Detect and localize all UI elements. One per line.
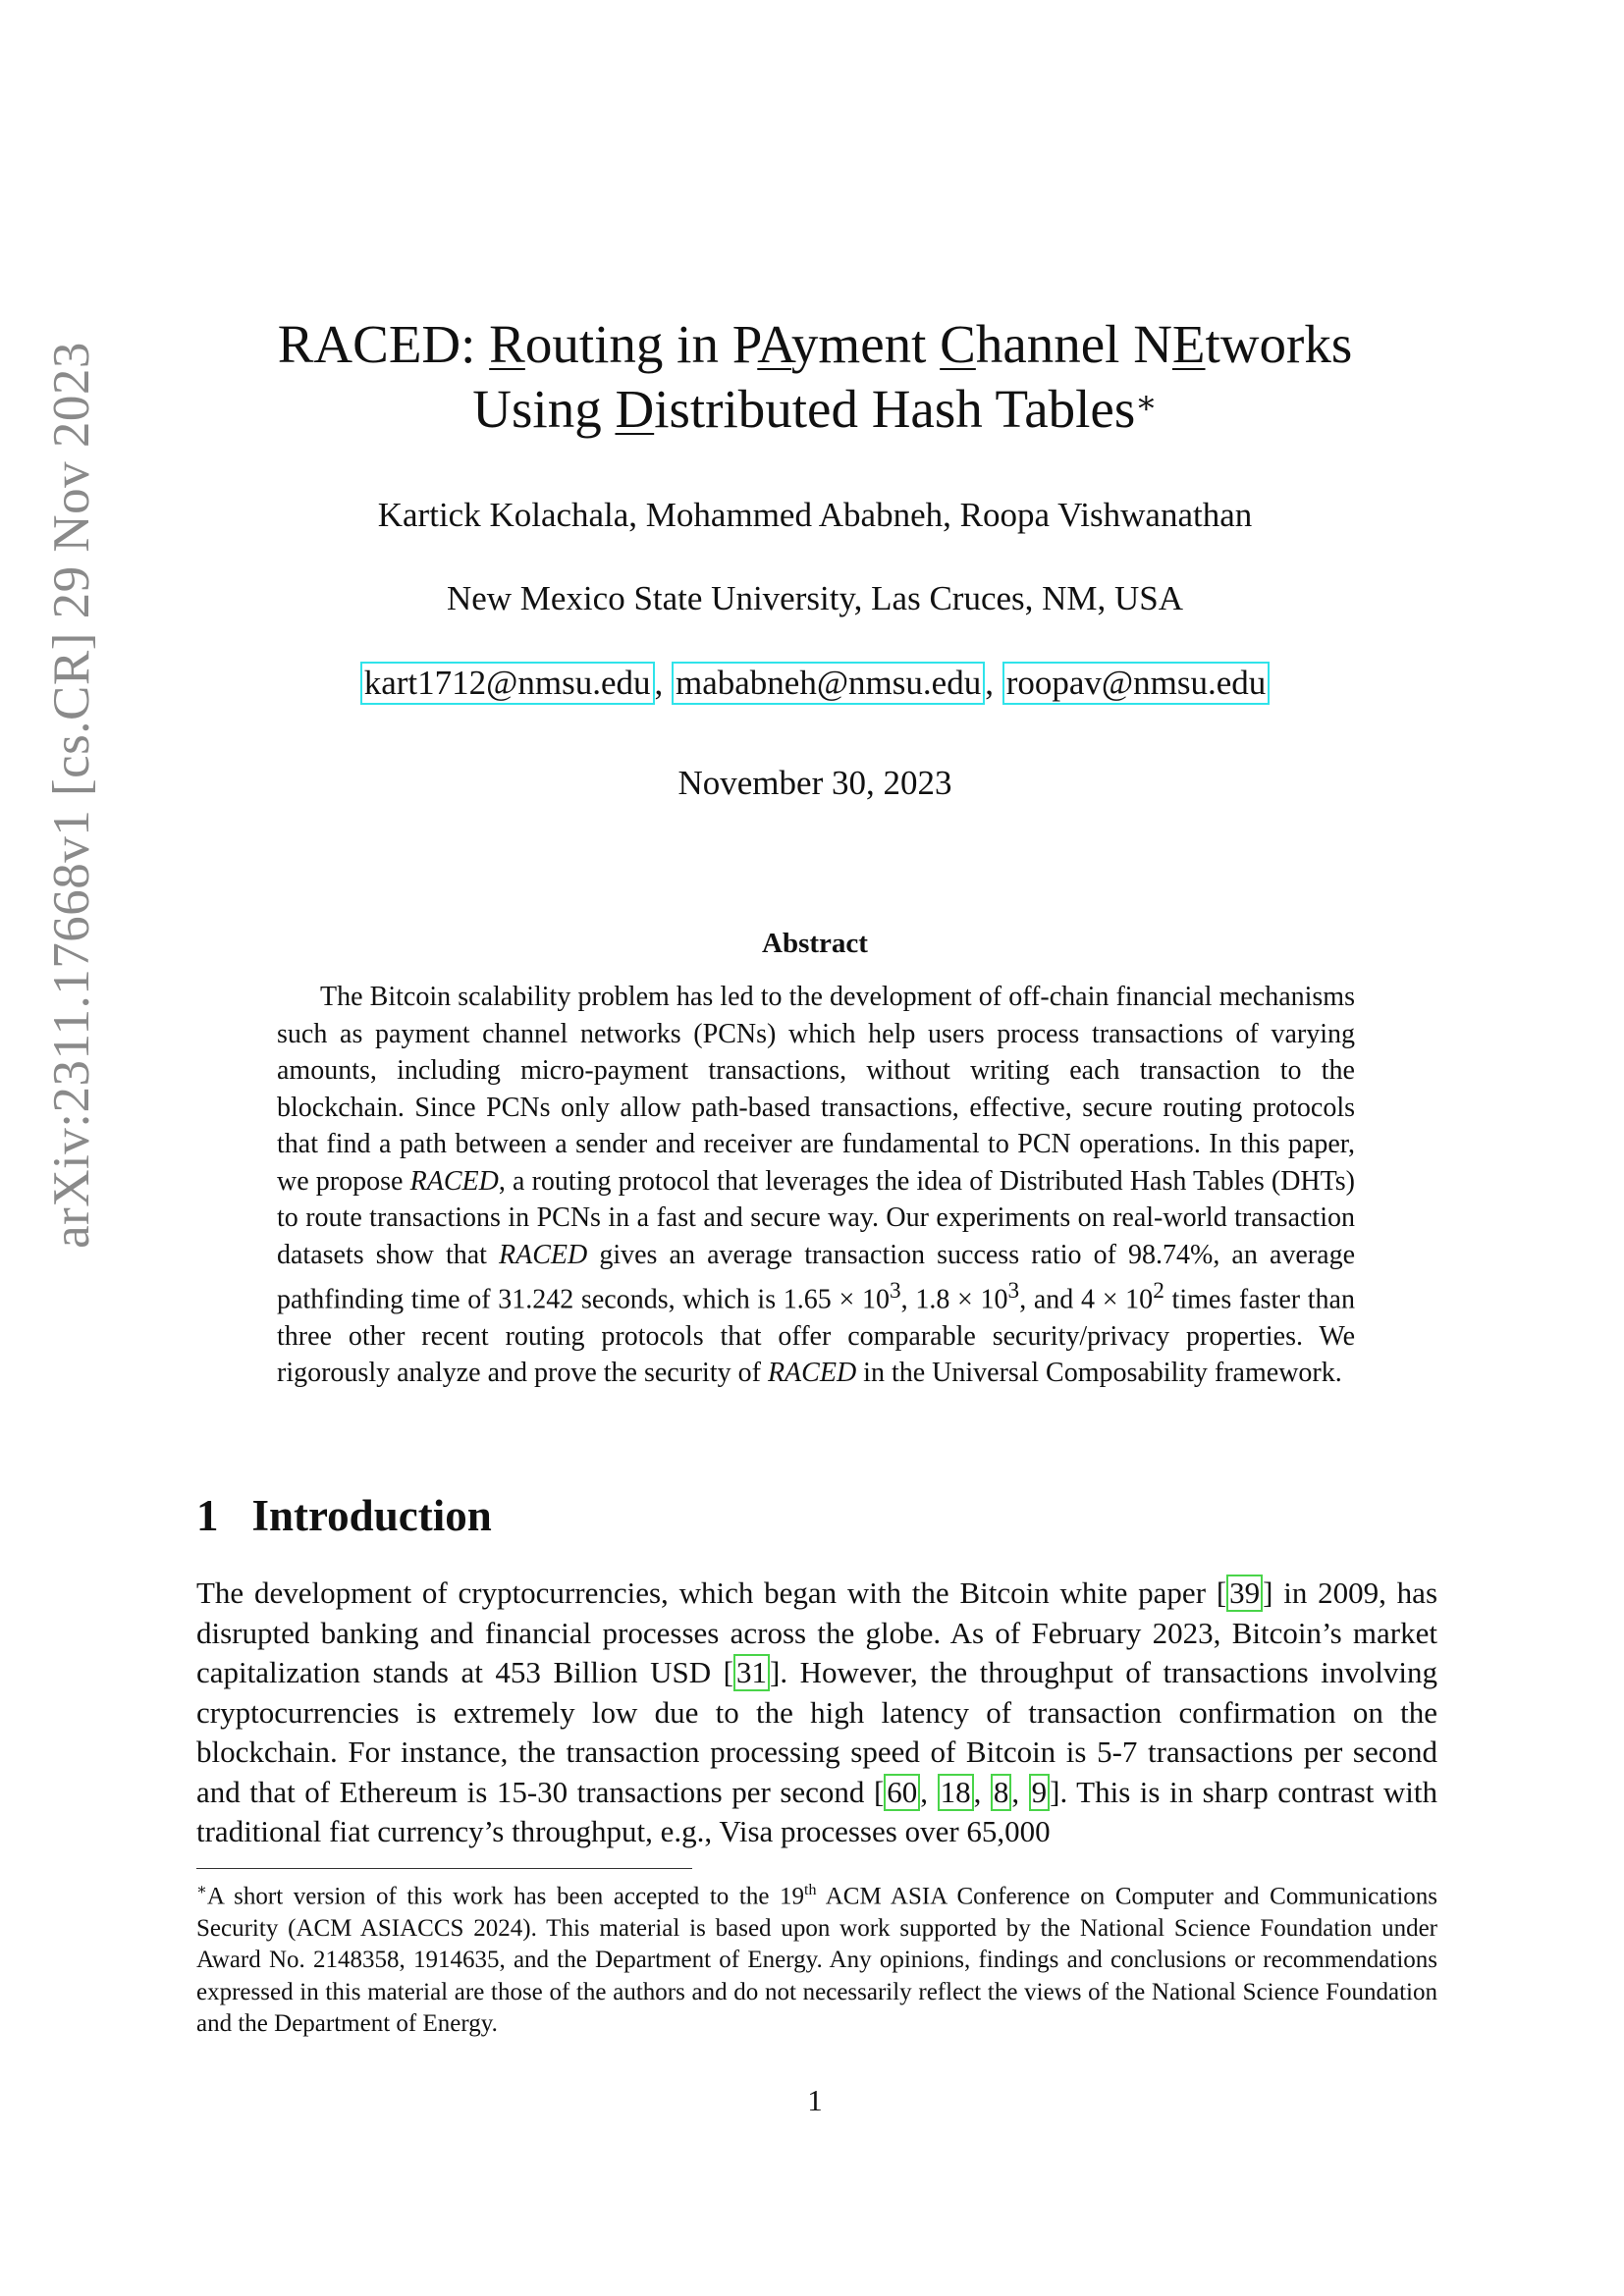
citation-link-18[interactable]: 18 <box>938 1774 974 1811</box>
affiliation: New Mexico State University, Las Cruces, NM, USA <box>446 579 1184 617</box>
citation-link-8[interactable]: 8 <box>991 1774 1012 1811</box>
arxiv-sidebar <box>37 342 106 1249</box>
footnote-mark: ∗ <box>196 1882 207 1898</box>
paper-title: RACED: Routing in PAyment Channel NEtworks Using Distributed Hash Tables∗ <box>277 314 1353 439</box>
page-number: 1 <box>807 2083 823 2117</box>
citation-link-60[interactable]: 60 <box>884 1774 920 1811</box>
title-footnote-mark: ∗ <box>1135 386 1158 421</box>
abstract-body: The Bitcoin scalability problem has led to the development of off-chain financial mechanisms such as payment channel networks (PCNs) which help users process transactions of varying amounts, including micro-payment transactions, without writing each transaction to the blockchain. Since PCNs only allow path-based transactions, effective, secure routing protocols that find a path between a sender and receiver are fundamental to PCN operations. In this paper, we propose RACED, a routing protocol that leverages the idea of Distributed Hash Tables (DHTs) to route transactions in PCNs in a fast and secure way. Our experiments on real-world transaction datasets show that RACED gives an average transaction success ratio of 98.74%, an average pathfinding time of 31.242 seconds, which is $1.65 \times 10^3$, $1.8 \times 10^3$, and $4 \times 10^2$ times faster than three other recent routing protocols that offer comparable security/privacy properties. We rigorously analyze and prove the security of RACED in the Universal Composability framework. <box>277 982 1356 1389</box>
arxiv-identifier: arXiv:2311.17668v1 [cs.CR] 29 Nov 2023 <box>43 342 100 1249</box>
author-emails: kart1712@nmsu.edu , mababneh@nmsu.edu , roopav@nmsu.edu <box>196 662 1434 705</box>
email-link-1[interactable]: kart1712@nmsu.edu <box>360 662 655 705</box>
citation-link-9[interactable]: 9 <box>1029 1774 1051 1811</box>
footnote-divider <box>196 1868 692 1869</box>
footnote: ∗A short version of this work has been accepted to the 19th ACM ASIA Conference on Computer and Communications Security (ACM ASIACCS 2024). This material is based upon work supported by the National Science Foundation under Award No. 2148358, 1914635, and the Department of Energy. Any opinions, findings and conclusions or recommendations expressed in this material are those of the authors and do not necessarily reflect the views of the National Science Foundation and the Department of Energy. <box>196 1882 1437 2038</box>
citation-link-39[interactable]: 39 <box>1226 1575 1263 1612</box>
author-list: Kartick Kolachala, Mohammed Ababneh, Roopa Vishwanathan <box>377 496 1253 534</box>
publication-date: November 30, 2023 <box>677 764 952 802</box>
abstract-heading: Abstract <box>762 928 868 959</box>
section-title: Introduction <box>251 1491 492 1540</box>
email-link-3[interactable]: roopav@nmsu.edu <box>1002 662 1271 705</box>
introduction-paragraph: The development of cryptocurrencies, which began with the Bitcoin white paper [39] in 2009, has disrupted banking and financial processes across the globe. As of February 2023, Bitcoin’s market capitalization stands at 453 Billion USD [31]. However, the throughput of transactions involving cryptocurrencies is extremely low due to the high latency of transaction confirmation on the blockchain. For instance, the transaction processing speed of Bitcoin is 5-7 transactions per second and that of Ethereum is 15-30 transactions per second [60, 18, 8, 9]. This is in sharp contrast with traditional fiat currency’s throughput, e.g., Visa processes over 65,000 <box>196 1575 1438 1848</box>
section-number: 1 <box>196 1491 219 1540</box>
section-heading-introduction <box>196 1490 492 1541</box>
email-link-2[interactable]: mababneh@nmsu.edu <box>672 662 985 705</box>
citation-link-31[interactable]: 31 <box>733 1654 770 1691</box>
